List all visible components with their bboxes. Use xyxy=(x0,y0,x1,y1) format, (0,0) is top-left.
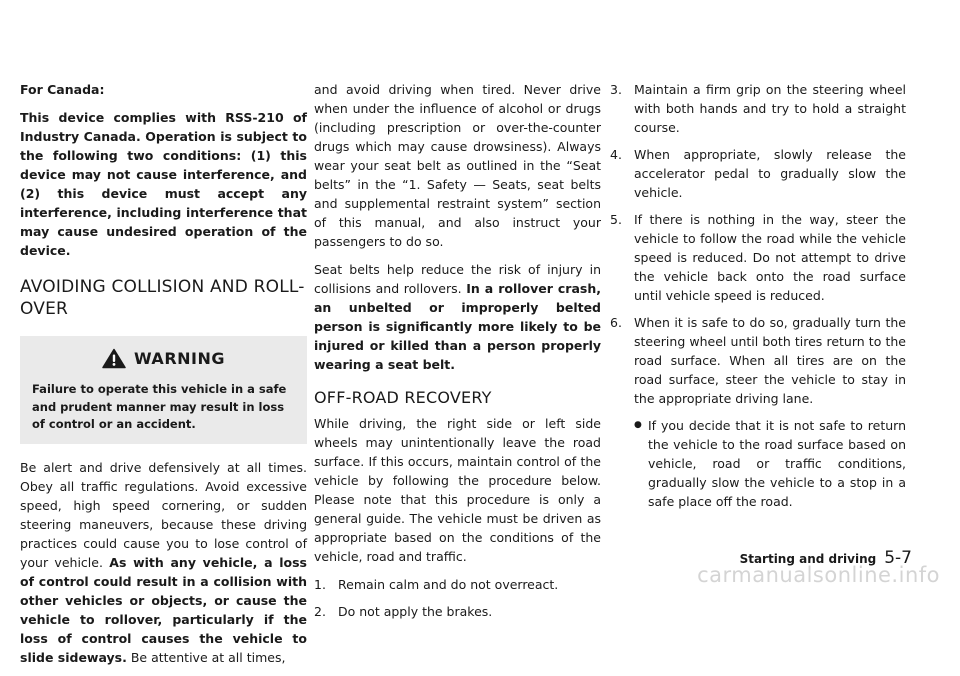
footer-section-label: Starting and driving xyxy=(739,552,877,566)
step-text: If there is nothing in the way, steer the vehicle to follow the road while the vehicle speed is reduced. Do not attempt to drive the vehicle back onto the road surface until vehicle speed is reduced. xyxy=(634,212,906,303)
seat-belts-text: Seat belts help reduce the risk of injury in collisions and rollovers. xyxy=(314,262,601,296)
step-text: Remain calm and do not overreact. xyxy=(338,577,559,592)
step-number: 4. xyxy=(610,147,622,162)
bullet-dot-icon: ● xyxy=(634,420,642,430)
section-heading-offroad: OFF-ROAD RECOVERY xyxy=(314,388,492,407)
section-heading-collision: AVOIDING COLLISION AND ROLL-OVER xyxy=(20,277,305,319)
canada-heading: For Canada: xyxy=(20,82,105,97)
step-item xyxy=(610,313,906,408)
continued-text: and avoid driving when tired. Never drive when under the influence of alcohol or drugs (including prescription or over-the-counter drugs which may cause drowsiness). Always wear your seat belt as outlined in the “Seat belts” in the “1. Safety — Seats, seat belts and supplemental restraint system” section of this manual, and also instruct your passengers to do so. xyxy=(314,82,601,249)
body-text: Be alert and drive defensively at all times. Obey all traffic regulations. Avoid excessive speed, high speed cornering, or sudden steering maneuvers, because these driving practices could cause you to lose control of your vehicle. xyxy=(20,459,307,570)
step-item xyxy=(610,210,906,305)
seat-belts-bold: In a rollover crash, an unbelted or improperly belted person is significantly more likely to be injured or killed than a person properly wearing a seat belt. xyxy=(314,281,601,372)
step-item xyxy=(314,602,601,621)
step-text: When it is safe to do so, gradually turn the steering wheel until both tires return to the road surface. When all tires are on the road surface, steer the vehicle to stay in the appropriate driving lane. xyxy=(634,315,906,406)
column-left xyxy=(20,80,307,676)
step-item xyxy=(314,575,601,594)
step-text: When appropriate, slowly release the accelerator pedal to gradually slow the vehicle. xyxy=(634,147,906,200)
body-tail: Be attentive at all times, xyxy=(130,649,286,665)
step-number: 2. xyxy=(314,604,326,619)
step-item xyxy=(610,145,906,202)
warning-text: Failure to operate this vehicle in a safe and prudent manner may result in loss of control or an accident. xyxy=(32,382,287,431)
step-text: Maintain a firm grip on the steering wheel with both hands and try to hold a straight course. xyxy=(634,82,906,135)
column-middle xyxy=(314,80,601,629)
step-number: 5. xyxy=(610,212,622,227)
bullet-text: If you decide that it is not safe to return the vehicle to the road surface based on vehicle, road or traffic conditions, gradually slow the vehicle to a stop in a safe place off the road. xyxy=(648,418,906,509)
step-text: Do not apply the brakes. xyxy=(338,604,493,619)
bullet-item xyxy=(610,416,906,511)
watermark: carmanualsonline.info xyxy=(697,563,940,587)
step-item xyxy=(610,80,906,137)
seat-belts-paragraph xyxy=(314,260,601,374)
warning-box xyxy=(20,336,307,444)
step-number: 6. xyxy=(610,315,622,330)
offroad-text: While driving, the right side or left side wheels may unintentionally leave the road surface. If this occurs, maintain control of the vehicle by following the procedure below. Please note that this procedure is only a general guide. The vehicle must be driven as appropriate based on the conditions of the vehicle, road and traffic. xyxy=(314,416,601,564)
step-number: 3. xyxy=(610,82,622,97)
warning-triangle-icon xyxy=(102,348,126,369)
body-bold: As with any vehicle, a loss of control could result in a collision with other vehicles or objects, or cause the vehicle to rollover, particularly if the loss of control causes the vehicle to slide sideways. xyxy=(20,554,307,665)
column-right xyxy=(610,80,906,517)
canada-text: This device complies with RSS-210 of Industry Canada. Operation is subject to the following two conditions: (1) this device may not cause interference, and (2) this device must accept any interference, including interference that may cause undesired operation of the device. xyxy=(20,110,307,258)
warning-header xyxy=(32,348,295,369)
warning-title: WARNING xyxy=(134,349,225,368)
step-number: 1. xyxy=(314,577,326,592)
body-paragraph xyxy=(20,458,307,667)
page-number: 5-7 xyxy=(884,548,912,568)
